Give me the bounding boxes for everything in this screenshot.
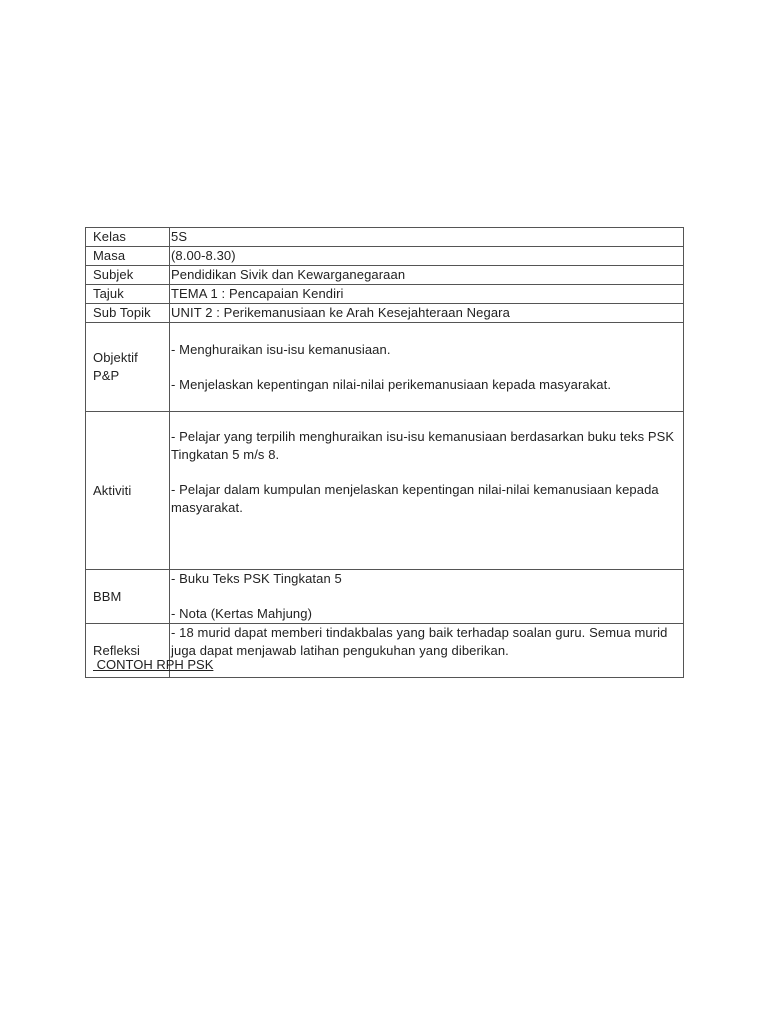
value-bbm [170,570,684,624]
label-refleksi: Refleksi [86,624,170,678]
table-row-aktiviti [86,412,684,570]
value-tajuk: TEMA 1 : Pencapaian Kendiri [170,285,684,304]
label-tajuk: Tajuk [86,285,170,304]
label-objektif [86,323,170,412]
label-bbm: BBM [86,570,170,624]
label-aktiviti: Aktiviti [86,412,170,570]
value-objektif [170,323,684,412]
objektif-item: - Menghuraikan isu-isu kemanusiaan. [171,341,391,357]
label-kelas: Kelas [86,228,170,247]
lesson-plan-table [85,227,684,678]
table-row-bbm [86,570,684,624]
objektif-item: - Menjelaskan kepentingan nilai-nilai perikemanusiaan kepada masyarakat. [171,376,612,392]
label-subjek: Subjek [86,266,170,285]
table-row-subjek [86,266,684,285]
table-row-objektif [86,323,684,412]
bbm-item: - Buku Teks PSK Tingkatan 5 [171,571,342,586]
value-masa: (8.00-8.30) [170,247,684,266]
aktiviti-item: - Pelajar yang terpilih menghuraikan isu-isu kemanusiaan berdasarkan buku teks PSK Tingkatan 5 m/s 8. [171,429,675,462]
value-subtopik: UNIT 2 : Perikemanusiaan ke Arah Kesejahteraan Negara [170,304,684,323]
bbm-item: - Nota (Kertas Mahjung) [171,606,313,621]
table-row-masa [86,247,684,266]
aktiviti-item: - Pelajar dalam kumpulan menjelaskan kepentingan nilai-nilai kemanusiaan kepada masyarakat. [171,482,659,515]
value-aktiviti [170,412,684,570]
table-row-subtopik [86,304,684,323]
value-subjek: Pendidikan Sivik dan Kewarganegaraan [170,266,684,285]
label-subtopik: Sub Topik [86,304,170,323]
label-objektif-line1: Objektif [93,350,138,365]
table-row-kelas [86,228,684,247]
label-masa: Masa [86,247,170,266]
document-caption-link[interactable]: CONTOH RPH PSK [93,657,214,672]
value-kelas: 5S [170,228,684,247]
label-objektif-line2: P&P [93,368,120,383]
table-row-tajuk [86,285,684,304]
value-refleksi: - 18 murid dapat memberi tindakbalas yang baik terhadap soalan guru. Semua murid juga dapat menjawab latihan pengukuhan yang diberikan. [170,624,684,678]
